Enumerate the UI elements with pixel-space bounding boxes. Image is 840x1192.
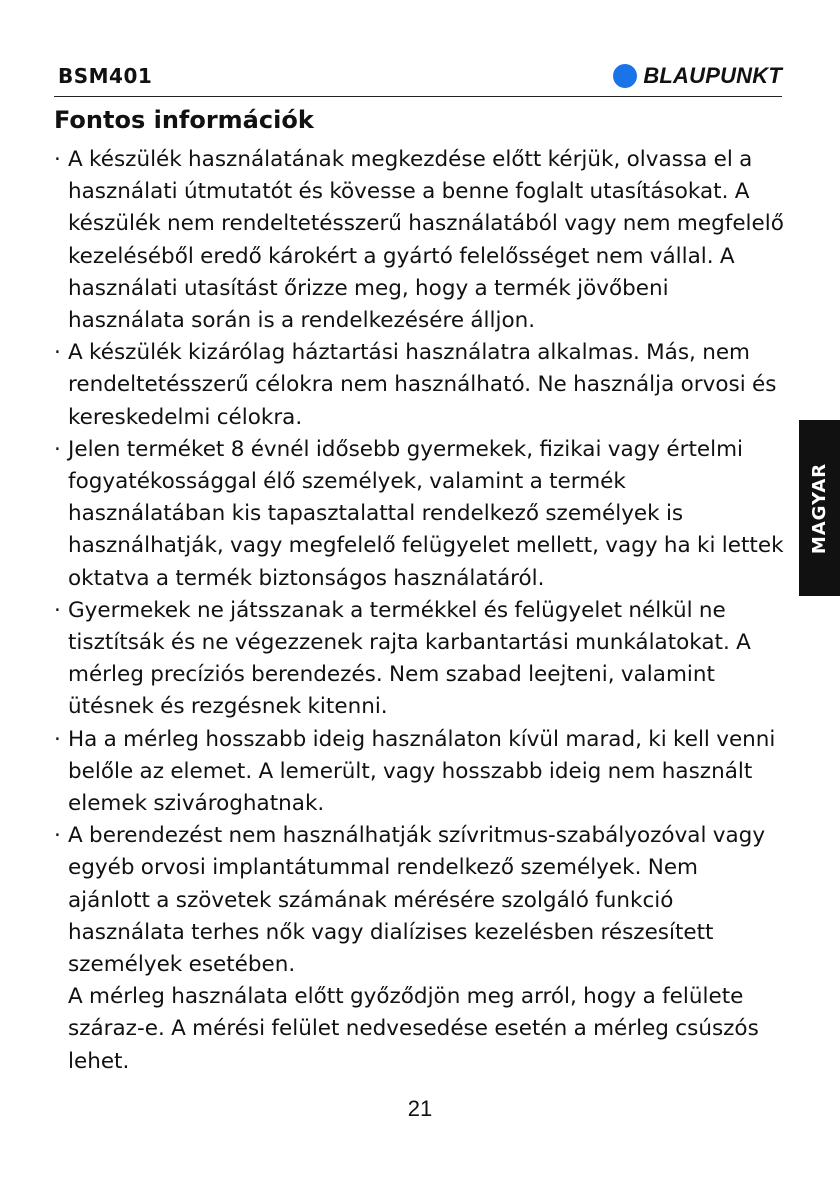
list-item (54, 820, 784, 1078)
list-item-text: Ha a mérleg hosszabb ideig használaton kívül marad, ki kell venni belőle az elemet. A lemerült, vagy hosszabb ideig nem használt elemek szivároghatnak. (68, 726, 776, 817)
model-number: BSM401 (58, 64, 153, 88)
list-item-text: A berendezést nem használhatják szívritmus-szabályozóval vagy egyéb orvosi implantátummal rendelkező személyek. Nem ajánlott a szövetek számának mérésére szolgáló funkció használata terhes nők vagy dialízises kezelésben részesített személyek esetében. (68, 823, 766, 978)
list-item-text: A készülék használatának megkezdése előtt kérjük, olvassa el a használati útmutatót és kövesse a benne foglalt utasításokat. A készülék nem rendeltetésszerű használatából vagy nem megfelelő kezeléséből eredő károkért a gyártó felelősséget nem vállal. A használati utasítást őrizze meg, hogy a termék jövőbeni használata során is a rendelkezésére álljon. (68, 147, 784, 334)
brand-dot-icon (613, 64, 637, 88)
bullet-icon: · (54, 726, 61, 752)
list-item-text: Gyermekek ne játsszanak a termékkel és felügyelet nélkül ne tisztítsák és ne végezzenek rajta karbantartási munkálatokat. A mérleg precíziós berendezés. Nem szabad leejteni, valamint ütésnek és rezgésnek kitenni. (68, 597, 751, 720)
list-item (54, 144, 784, 337)
list-item (54, 434, 784, 595)
page-number: 21 (407, 1096, 433, 1121)
list-item-text: A készülék kizárólag háztartási használatra alkalmas. Más, nem rendeltetésszerű célokra nem használható. Ne használja orvosi és kereskedelmi célokra. (68, 340, 777, 430)
bullet-icon: · (54, 340, 61, 366)
bullet-icon: · (54, 597, 61, 623)
header-divider (54, 96, 782, 97)
list-item-text: Jelen terméket 8 évnél idősebb gyermekek, fizikai vagy értelmi fogyatékossággal élő személyek, valamint a termék használatában kis tapasztalattal rendelkező személyek is használhatják, vagy megfelelő felügyelet mellett, vagy ha ki lettek oktatva a termék biztonságos használatáról. (68, 436, 784, 591)
list-item-text: A mérleg használata előtt győződjön meg arról, hogy a felülete száraz-e. A mérési felület nedvesedése esetén a mérleg csúszós lehet. (68, 984, 759, 1074)
bullet-icon: · (54, 147, 61, 172)
brand-name: BLAUPUNKT (643, 63, 782, 88)
brand-logo (613, 63, 782, 89)
list-item (54, 337, 784, 434)
list-item (54, 595, 784, 724)
language-tab-label: MAGYAR (809, 462, 831, 554)
section-title: Fontos információk (54, 106, 314, 134)
language-tab (799, 420, 840, 596)
info-list (54, 144, 784, 1078)
list-item (54, 724, 784, 821)
bullet-icon: · (54, 436, 61, 462)
bullet-icon: · (54, 823, 61, 849)
